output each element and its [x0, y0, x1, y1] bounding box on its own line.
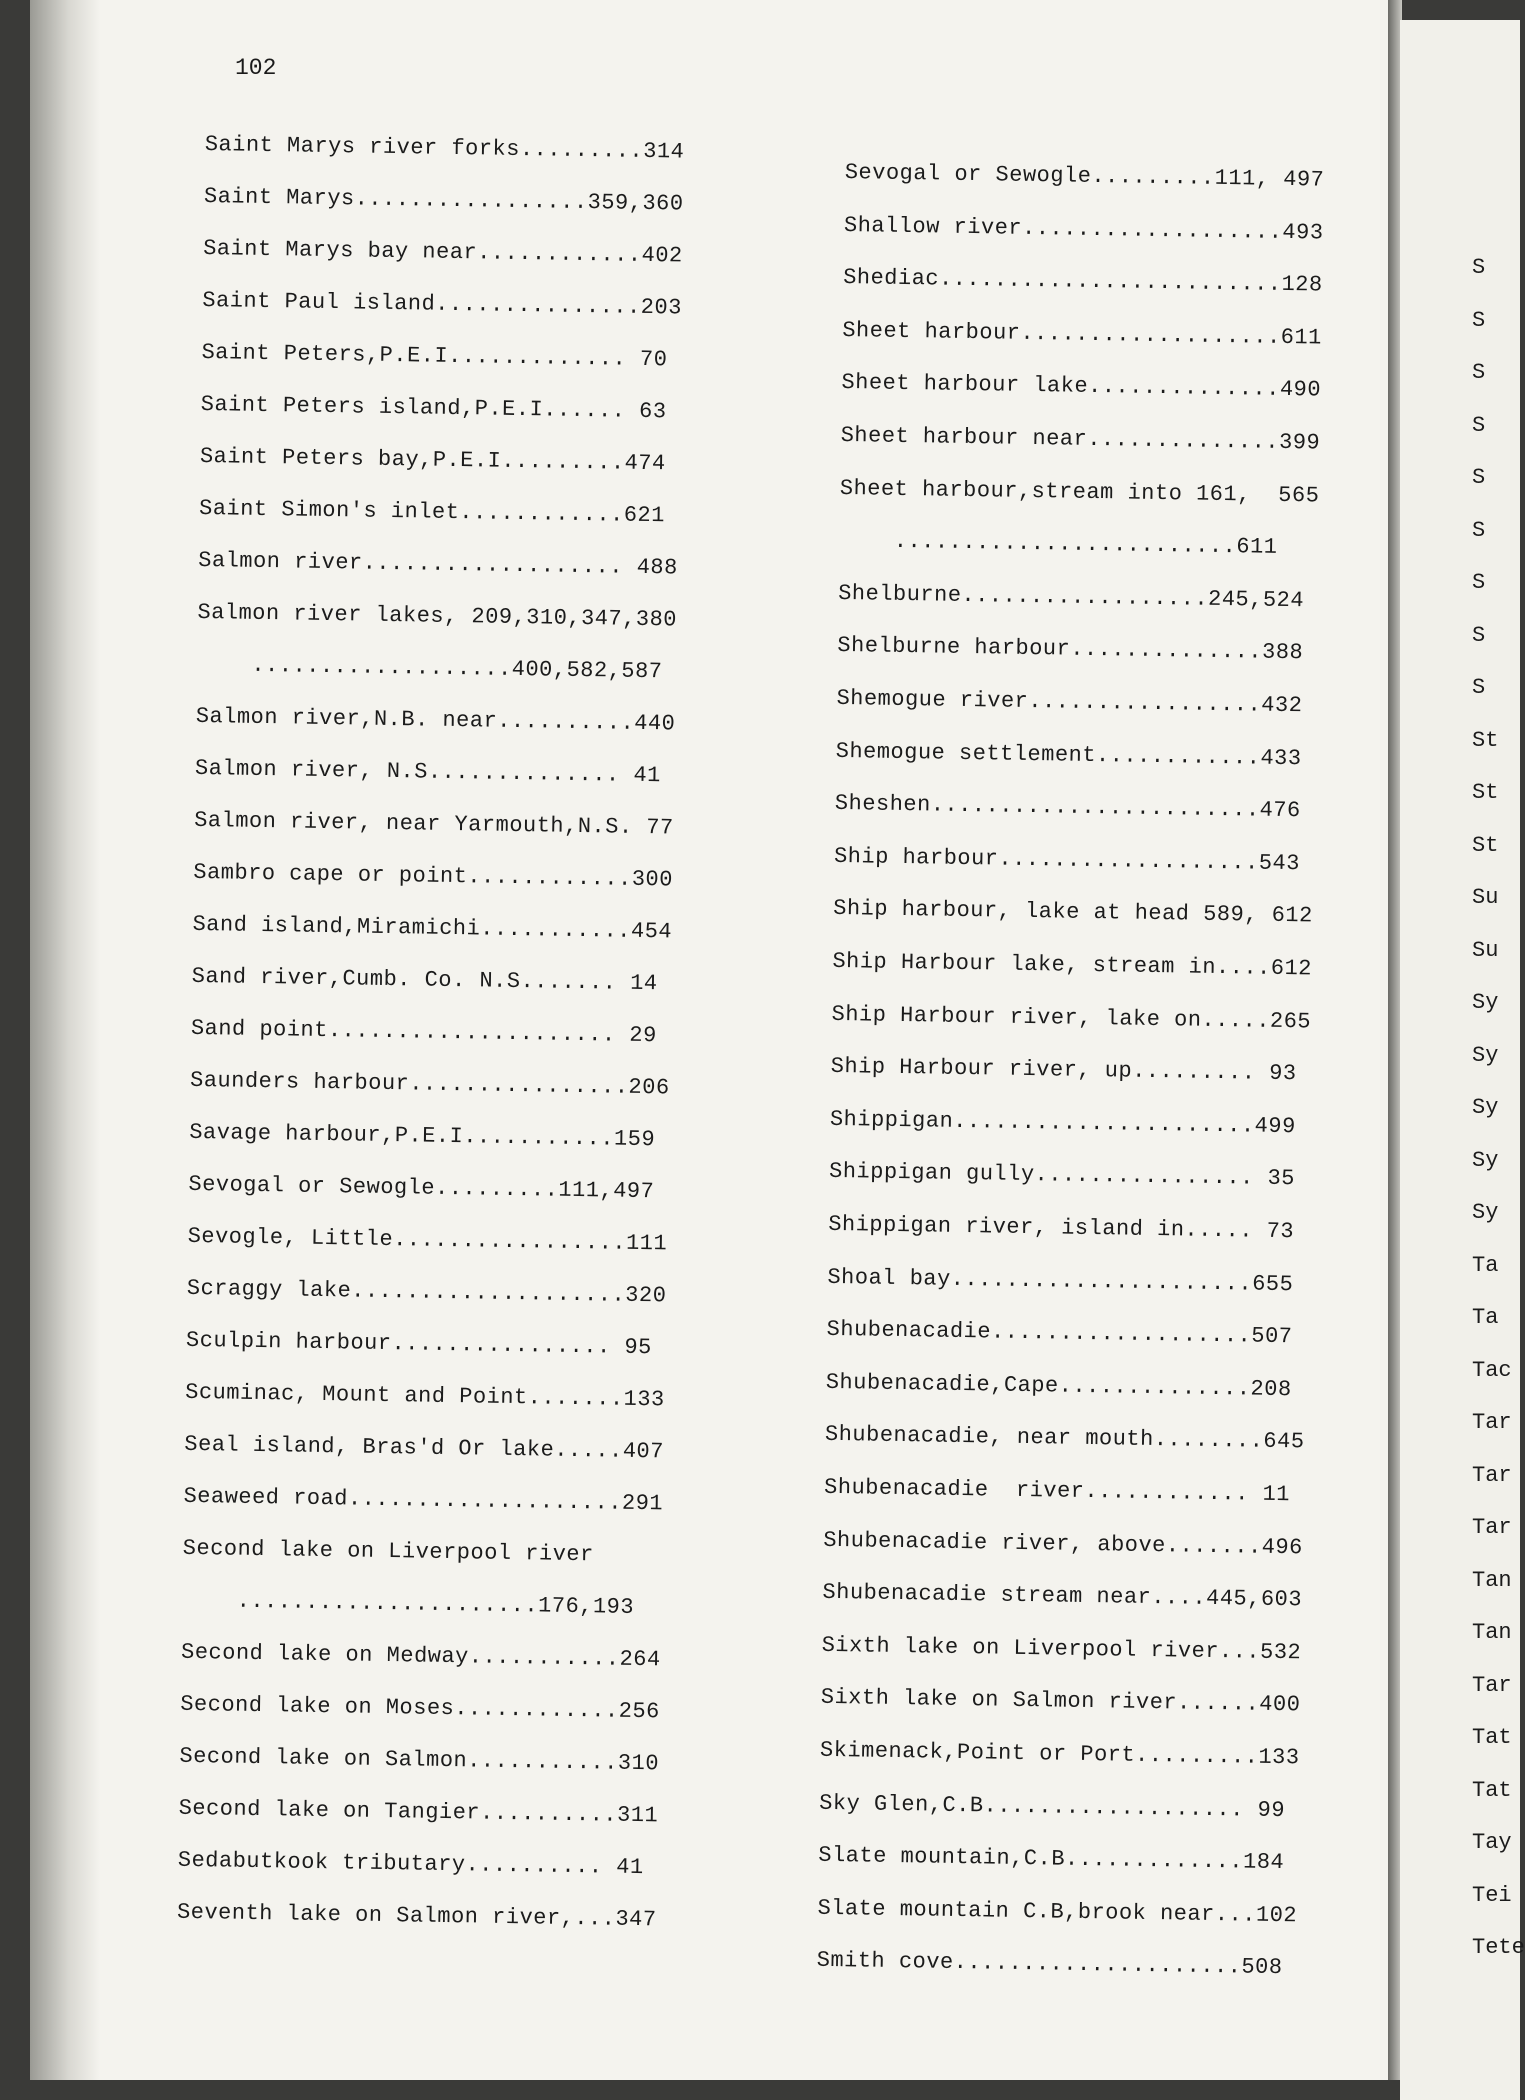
adjacent-page-fragment: Sy [1472, 1200, 1499, 1225]
index-entry: Sevogal or Sewogle.........111, 497 [844, 160, 1325, 193]
index-entry: Sixth lake on Salmon river......400 [820, 1685, 1301, 1718]
adjacent-page-fragment: Tar [1472, 1462, 1512, 1488]
adjacent-page-fragment: St [1472, 832, 1499, 858]
index-entry: Slate mountain,C.B.............184 [818, 1842, 1285, 1876]
adjacent-page-fragment: Tan [1472, 1567, 1512, 1593]
index-entry: Ship harbour...................543 [833, 843, 1301, 877]
index-entry: Sand island,Miramichi...........454 [192, 911, 673, 945]
adjacent-page-fragment: Tat [1472, 1777, 1512, 1803]
index-entry: Salmon river, N.S.............. 41 [194, 755, 662, 789]
index-entry: Shippigan river, island in..... 73 [828, 1211, 1295, 1245]
index-entry: Shubenacadie stream near....445,603 [822, 1580, 1303, 1613]
adjacent-page-fragment: Tan [1472, 1620, 1512, 1645]
index-entry: Saint Paul island...............203 [202, 287, 683, 321]
adjacent-page-fragment: Tete [1472, 1935, 1525, 1960]
adjacent-page-fragment: S [1472, 307, 1486, 333]
adjacent-page-fragment: S [1472, 255, 1486, 280]
index-entry: Second lake on Medway...........264 [180, 1639, 661, 1673]
index-entry: Salmon river,N.B. near..........440 [195, 703, 676, 737]
index-entry: Saint Peters island,P.E.I...... 63 [200, 391, 667, 425]
adjacent-page-fragment: Tay [1472, 1830, 1512, 1855]
index-entry: Salmon river................... 488 [198, 547, 678, 581]
index-entry: .........................611 [838, 528, 1278, 561]
index-entry: Shippigan......................499 [829, 1106, 1296, 1139]
index-entry: Sheet harbour...................611 [842, 317, 1323, 351]
index-entry: Saunders harbour................206 [189, 1067, 670, 1101]
index-entry: Sand point..................... 29 [190, 1015, 657, 1049]
index-entry: Savage harbour,P.E.I...........159 [189, 1119, 656, 1153]
index-entry: Shubenacadie, near mouth........645 [824, 1422, 1305, 1455]
index-entry: Ship Harbour lake, stream in....612 [832, 948, 1313, 982]
index-entry: Sheet harbour near..............399 [840, 422, 1321, 456]
index-entry: Scuminac, Mount and Point.......133 [185, 1379, 665, 1413]
index-entry: Seaweed road....................291 [183, 1483, 664, 1517]
index-entry: Shoal bay......................655 [827, 1264, 1294, 1297]
index-entry: Shubenacadie river............ 11 [823, 1474, 1291, 1508]
index-entry: Salmon river, near Yarmouth,N.S. 77 [193, 807, 674, 841]
index-entry: ......................176,193 [181, 1587, 635, 1620]
adjacent-page-fragment: Tat [1472, 1725, 1512, 1750]
index-entry: Second lake on Tangier..........311 [178, 1795, 659, 1829]
adjacent-page-fragment: S [1472, 675, 1486, 700]
index-entry: Saint Simon's inlet............621 [198, 495, 666, 529]
adjacent-page-fragment: S [1472, 570, 1486, 595]
adjacent-page-fragment: S [1472, 517, 1486, 543]
index-entry: Shubenacadie river, above.......496 [823, 1527, 1304, 1560]
index-entry: Sixth lake on Liverpool river...532 [821, 1632, 1302, 1666]
index-entry: Shelburne harbour..............388 [837, 633, 1304, 666]
adjacent-page-fragment: Su [1472, 937, 1499, 963]
index-entry: Sevogle, Little.................111 [187, 1223, 668, 1257]
index-entry: Sambro cape or point............300 [193, 859, 674, 893]
adjacent-page-fragment: Ta [1472, 1252, 1499, 1278]
index-entry: Shediac.........................128 [842, 265, 1323, 298]
index-entry: Saint Marys.................359,360 [203, 183, 684, 217]
index-entry: Sky Glen,C.B................... 99 [818, 1790, 1286, 1823]
adjacent-page-fragment: St [1472, 727, 1499, 753]
adjacent-page-fragment: S [1472, 622, 1486, 648]
index-entry: Salmon river lakes, 209,310,347,380 [197, 599, 678, 633]
index-entry: Sheshen........................476 [834, 791, 1301, 824]
index-entry: Slate mountain C.B,brook near...102 [817, 1895, 1298, 1929]
index-entry: ...................400,582,587 [196, 651, 663, 685]
adjacent-page-fragment: Sy [1472, 1147, 1499, 1173]
index-entry: Shallow river...................493 [843, 212, 1324, 246]
adjacent-page-fragment: Su [1472, 885, 1499, 910]
adjacent-page-fragment: S [1472, 465, 1486, 490]
adjacent-page-fragment: Tar [1472, 1672, 1512, 1698]
index-entry: Shemogue river.................432 [836, 685, 1303, 719]
adjacent-page-fragment: Tac [1472, 1357, 1512, 1383]
index-entry: Shelburne..................245,524 [837, 580, 1305, 614]
page-number: 102 [235, 55, 277, 81]
index-entry: Ship Harbour river, lake on.....265 [831, 1001, 1312, 1035]
adjacent-page-fragment: S [1472, 412, 1486, 438]
index-entry: Seventh lake on Salmon river,...347 [176, 1899, 657, 1933]
index-entry: Skimenack,Point or Port.........133 [819, 1737, 1300, 1771]
adjacent-page-fragment: Tar [1472, 1515, 1512, 1540]
index-entry: Ship Harbour river, up......... 93 [830, 1054, 1297, 1087]
index-entry: Sand river,Cumb. Co. N.S....... 14 [191, 963, 658, 997]
adjacent-page-fragment: Tei [1472, 1882, 1512, 1908]
index-entry: Second lake on Liverpool river [182, 1535, 594, 1568]
index-entry: Sedabutkook tributary.......... 41 [177, 1847, 644, 1881]
index-entry: Shubenacadie...................507 [826, 1317, 1293, 1350]
index-entry: Smith cove.....................508 [816, 1948, 1283, 1981]
index-entry: Sheet harbour,stream into 161, 565 [839, 475, 1320, 509]
index-entry: Scraggy lake....................320 [186, 1275, 667, 1309]
adjacent-page-fragment: Sy [1472, 1042, 1499, 1068]
index-entry: Saint Peters bay,P.E.I.........474 [199, 443, 666, 477]
index-entry: Second lake on Moses............256 [180, 1691, 661, 1725]
index-entry: Shippigan gully................ 35 [828, 1159, 1296, 1192]
adjacent-page-fragment: Tar [1472, 1410, 1512, 1435]
index-entry: Saint Marys river forks.........314 [204, 132, 685, 165]
index-entry: Sevogal or Sewogle.........111,497 [188, 1171, 655, 1205]
index-entry: Second lake on Salmon...........310 [179, 1743, 660, 1777]
book-binding [30, 0, 100, 2080]
adjacent-page-fragment: Ta [1472, 1305, 1499, 1330]
adjacent-page-fragment: S [1472, 360, 1486, 385]
adjacent-page-fragment: Sy [1472, 990, 1499, 1015]
index-entry: Sheet harbour lake..............490 [841, 370, 1322, 403]
index-entry: Shubenacadie,Cape..............208 [825, 1369, 1292, 1402]
index-entry: Saint Marys bay near............402 [202, 235, 683, 269]
index-entry: Seal island, Bras'd Or lake.....407 [184, 1431, 665, 1465]
index-entry: Ship harbour, lake at head 589, 612 [833, 896, 1313, 929]
adjacent-page-fragment: St [1472, 780, 1499, 805]
adjacent-page-fragment: Sy [1472, 1095, 1499, 1120]
index-entry: Sculpin harbour................ 95 [185, 1327, 653, 1361]
index-entry: Shemogue settlement............433 [835, 738, 1302, 771]
index-entry: Saint Peters,P.E.I............. 70 [201, 339, 668, 373]
